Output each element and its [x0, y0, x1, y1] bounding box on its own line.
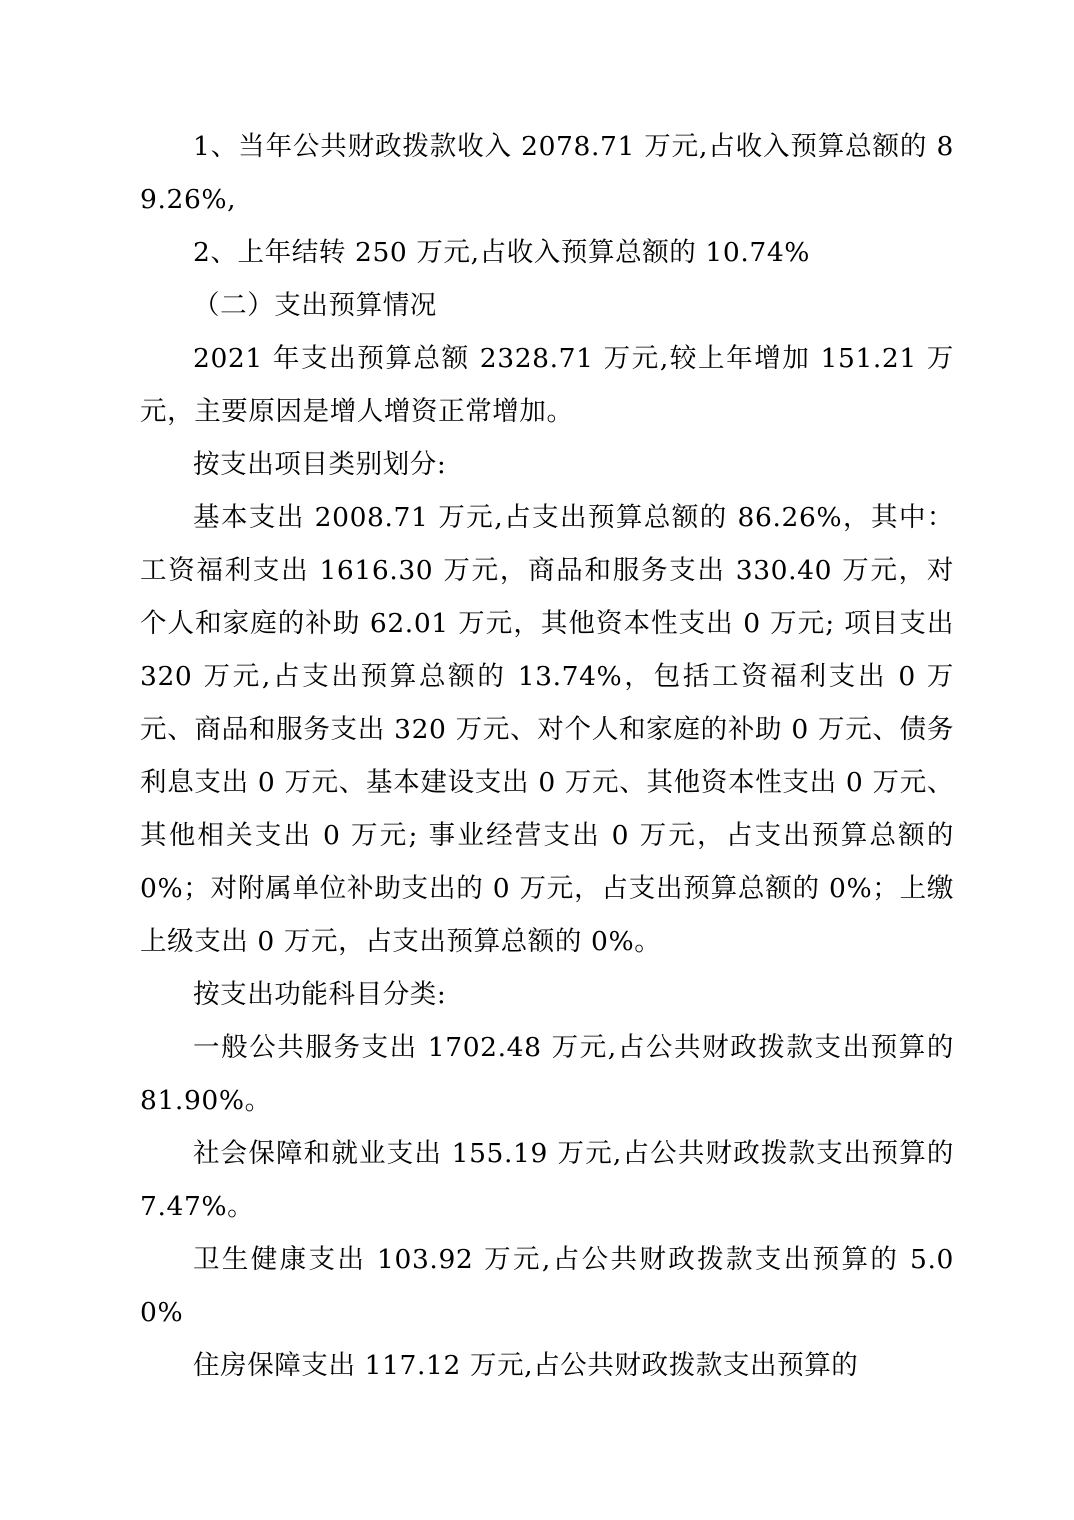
paragraph-6: 社会保障和就业支出 155.19 万元,占公共财政拨款支出预算的 7.47%。 — [140, 1138, 954, 1222]
document-body — [140, 120, 954, 1392]
paragraph-5: 一般公共服务支出 1702.48 万元,占公共财政拨款支出预算的 81.90%。 — [140, 1032, 954, 1116]
paragraph-7: 卫生健康支出 103.92 万元,占公共财政拨款支出预算的 5.00% — [140, 1244, 954, 1328]
subheading-by-expenditure-category: 按支出项目类别划分: — [193, 449, 447, 480]
paragraph-1: 1、当年公共财政拨款收入 2078.71 万元,占收入预算总额的 89.26%, — [140, 131, 954, 215]
paragraph-4: 基本支出 2008.71 万元,占支出预算总额的 86.26%，其中：工资福利支出 1616.30 万元，商品和服务支出 330.40 万元，对个人和家庭的补助 62.01 万元，其他资本性支出 0 万元; 项目支出 320 万元,占支出预算总额的 13.74%，包括工资福利支出 0 万元、商品和服务支出 320 万元、对个人和家庭的补助 0 万元、债务利息支出 0 万元、基本建设支出 0 万元、其他资本性支出 0 万元、其他相关支出 0 万元; 事业经营支出 0 万元，占支出预算总额的 0%；对附属单位补助支出的 0 万元，占支出预算总额的 0%；上缴上级支出 0 万元，占支出预算总额的 0%。 — [140, 502, 954, 957]
paragraph-2: 2、上年结转 250 万元,占收入预算总额的 10.74% — [193, 237, 811, 268]
subheading-by-function-subject: 按支出功能科目分类: — [193, 979, 447, 1010]
section-heading-expenditure-budget: （二）支出预算情况 — [193, 290, 437, 321]
paragraph-3: 2021 年支出预算总额 2328.71 万元,较上年增加 151.21 万元，主要原因是增人增资正常增加。 — [140, 343, 954, 427]
paragraph-8: 住房保障支出 117.12 万元,占公共财政拨款支出预算的 — [193, 1350, 859, 1381]
